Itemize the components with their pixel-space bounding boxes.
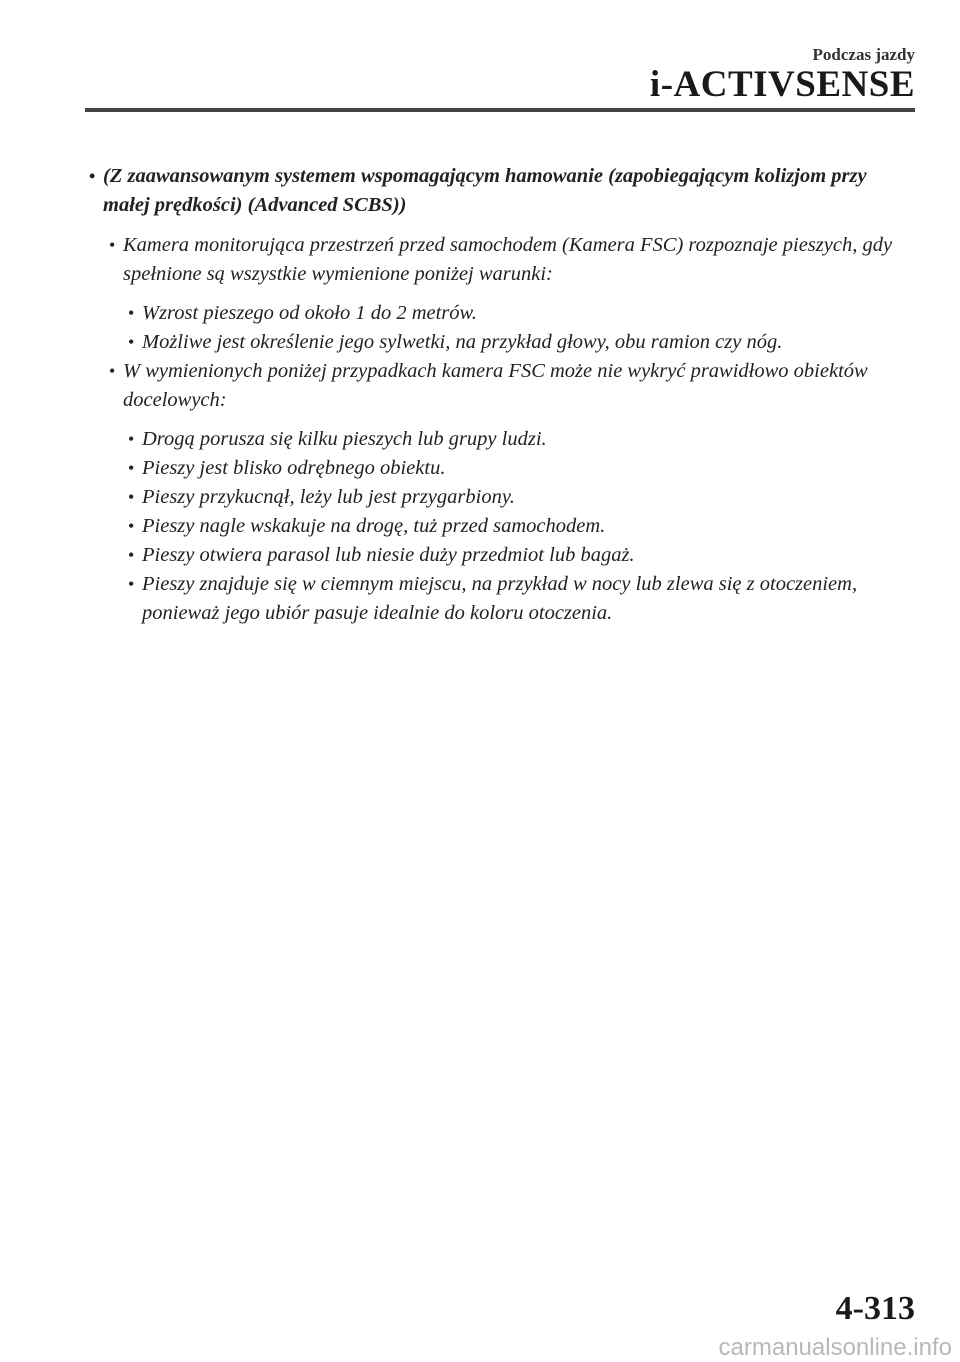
bullet-icon: • bbox=[128, 545, 135, 565]
bullet-icon: • bbox=[109, 235, 116, 255]
camera-condition: Możliwe jest określenie jego sylwetki, na przykład głowy, obu ramion czy nóg. bbox=[142, 331, 783, 353]
heading-text: (Z zaawansowanym systemem wspomagającym hamowanie (zapobiegającym kolizjom przy małej prędkości) (Advanced SCBS)) bbox=[103, 165, 867, 216]
watermark[interactable]: carmanualsonline.info bbox=[718, 1334, 952, 1361]
bullet-icon: • bbox=[128, 574, 135, 594]
detection-issue: Pieszy jest blisko odrębnego obiektu. bbox=[142, 457, 446, 479]
camera-condition: Wzrost pieszego od około 1 do 2 metrów. bbox=[142, 302, 477, 324]
section-heading bbox=[85, 162, 915, 220]
list-item bbox=[124, 570, 915, 628]
bullet-icon: • bbox=[128, 458, 135, 478]
bullet-icon: • bbox=[128, 429, 135, 449]
camera-conditions-intro: Kamera monitorująca przestrzeń przed samochodem (Kamera FSC) rozpoznaje pieszych, gdy spełnione są wszystkie wymienione poniżej warunki: bbox=[123, 234, 893, 285]
bullet-icon: • bbox=[109, 361, 116, 381]
chapter-title: i-ACTIVSENSE bbox=[649, 64, 915, 105]
list-item bbox=[124, 425, 915, 454]
page-number: 4-313 bbox=[835, 1290, 915, 1327]
list-item bbox=[124, 483, 915, 512]
bullet-icon: • bbox=[89, 166, 96, 186]
bullet-icon: • bbox=[128, 332, 135, 352]
bullet-icon: • bbox=[128, 303, 135, 323]
detection-issue: Pieszy przykucnął, leży lub jest przygarbiony. bbox=[142, 486, 515, 508]
bullet-icon: • bbox=[128, 516, 135, 536]
list-item bbox=[105, 231, 915, 289]
detection-issues-intro: W wymienionych poniżej przypadkach kamera FSC może nie wykryć prawidłowo obiektów docelowych: bbox=[123, 360, 868, 411]
header-rule bbox=[85, 108, 915, 112]
list-item bbox=[124, 328, 915, 357]
list-item bbox=[105, 357, 915, 415]
bullet-icon: • bbox=[128, 487, 135, 507]
list-item bbox=[124, 454, 915, 483]
list-item bbox=[124, 512, 915, 541]
list-item bbox=[124, 541, 915, 570]
main-content bbox=[85, 162, 915, 628]
section-label: Podczas jazdy bbox=[812, 45, 915, 64]
list-item bbox=[124, 299, 915, 328]
detection-issue: Drogą porusza się kilku pieszych lub grupy ludzi. bbox=[142, 428, 547, 450]
detection-issue: Pieszy znajduje się w ciemnym miejscu, na przykład w nocy lub zlewa się z otoczeniem, ponieważ jego ubiór pasuje idealnie do koloru otoczenia. bbox=[142, 573, 858, 624]
detection-issue: Pieszy nagle wskakuje na drogę, tuż przed samochodem. bbox=[142, 515, 606, 537]
detection-issue: Pieszy otwiera parasol lub niesie duży przedmiot lub bagaż. bbox=[142, 544, 635, 566]
